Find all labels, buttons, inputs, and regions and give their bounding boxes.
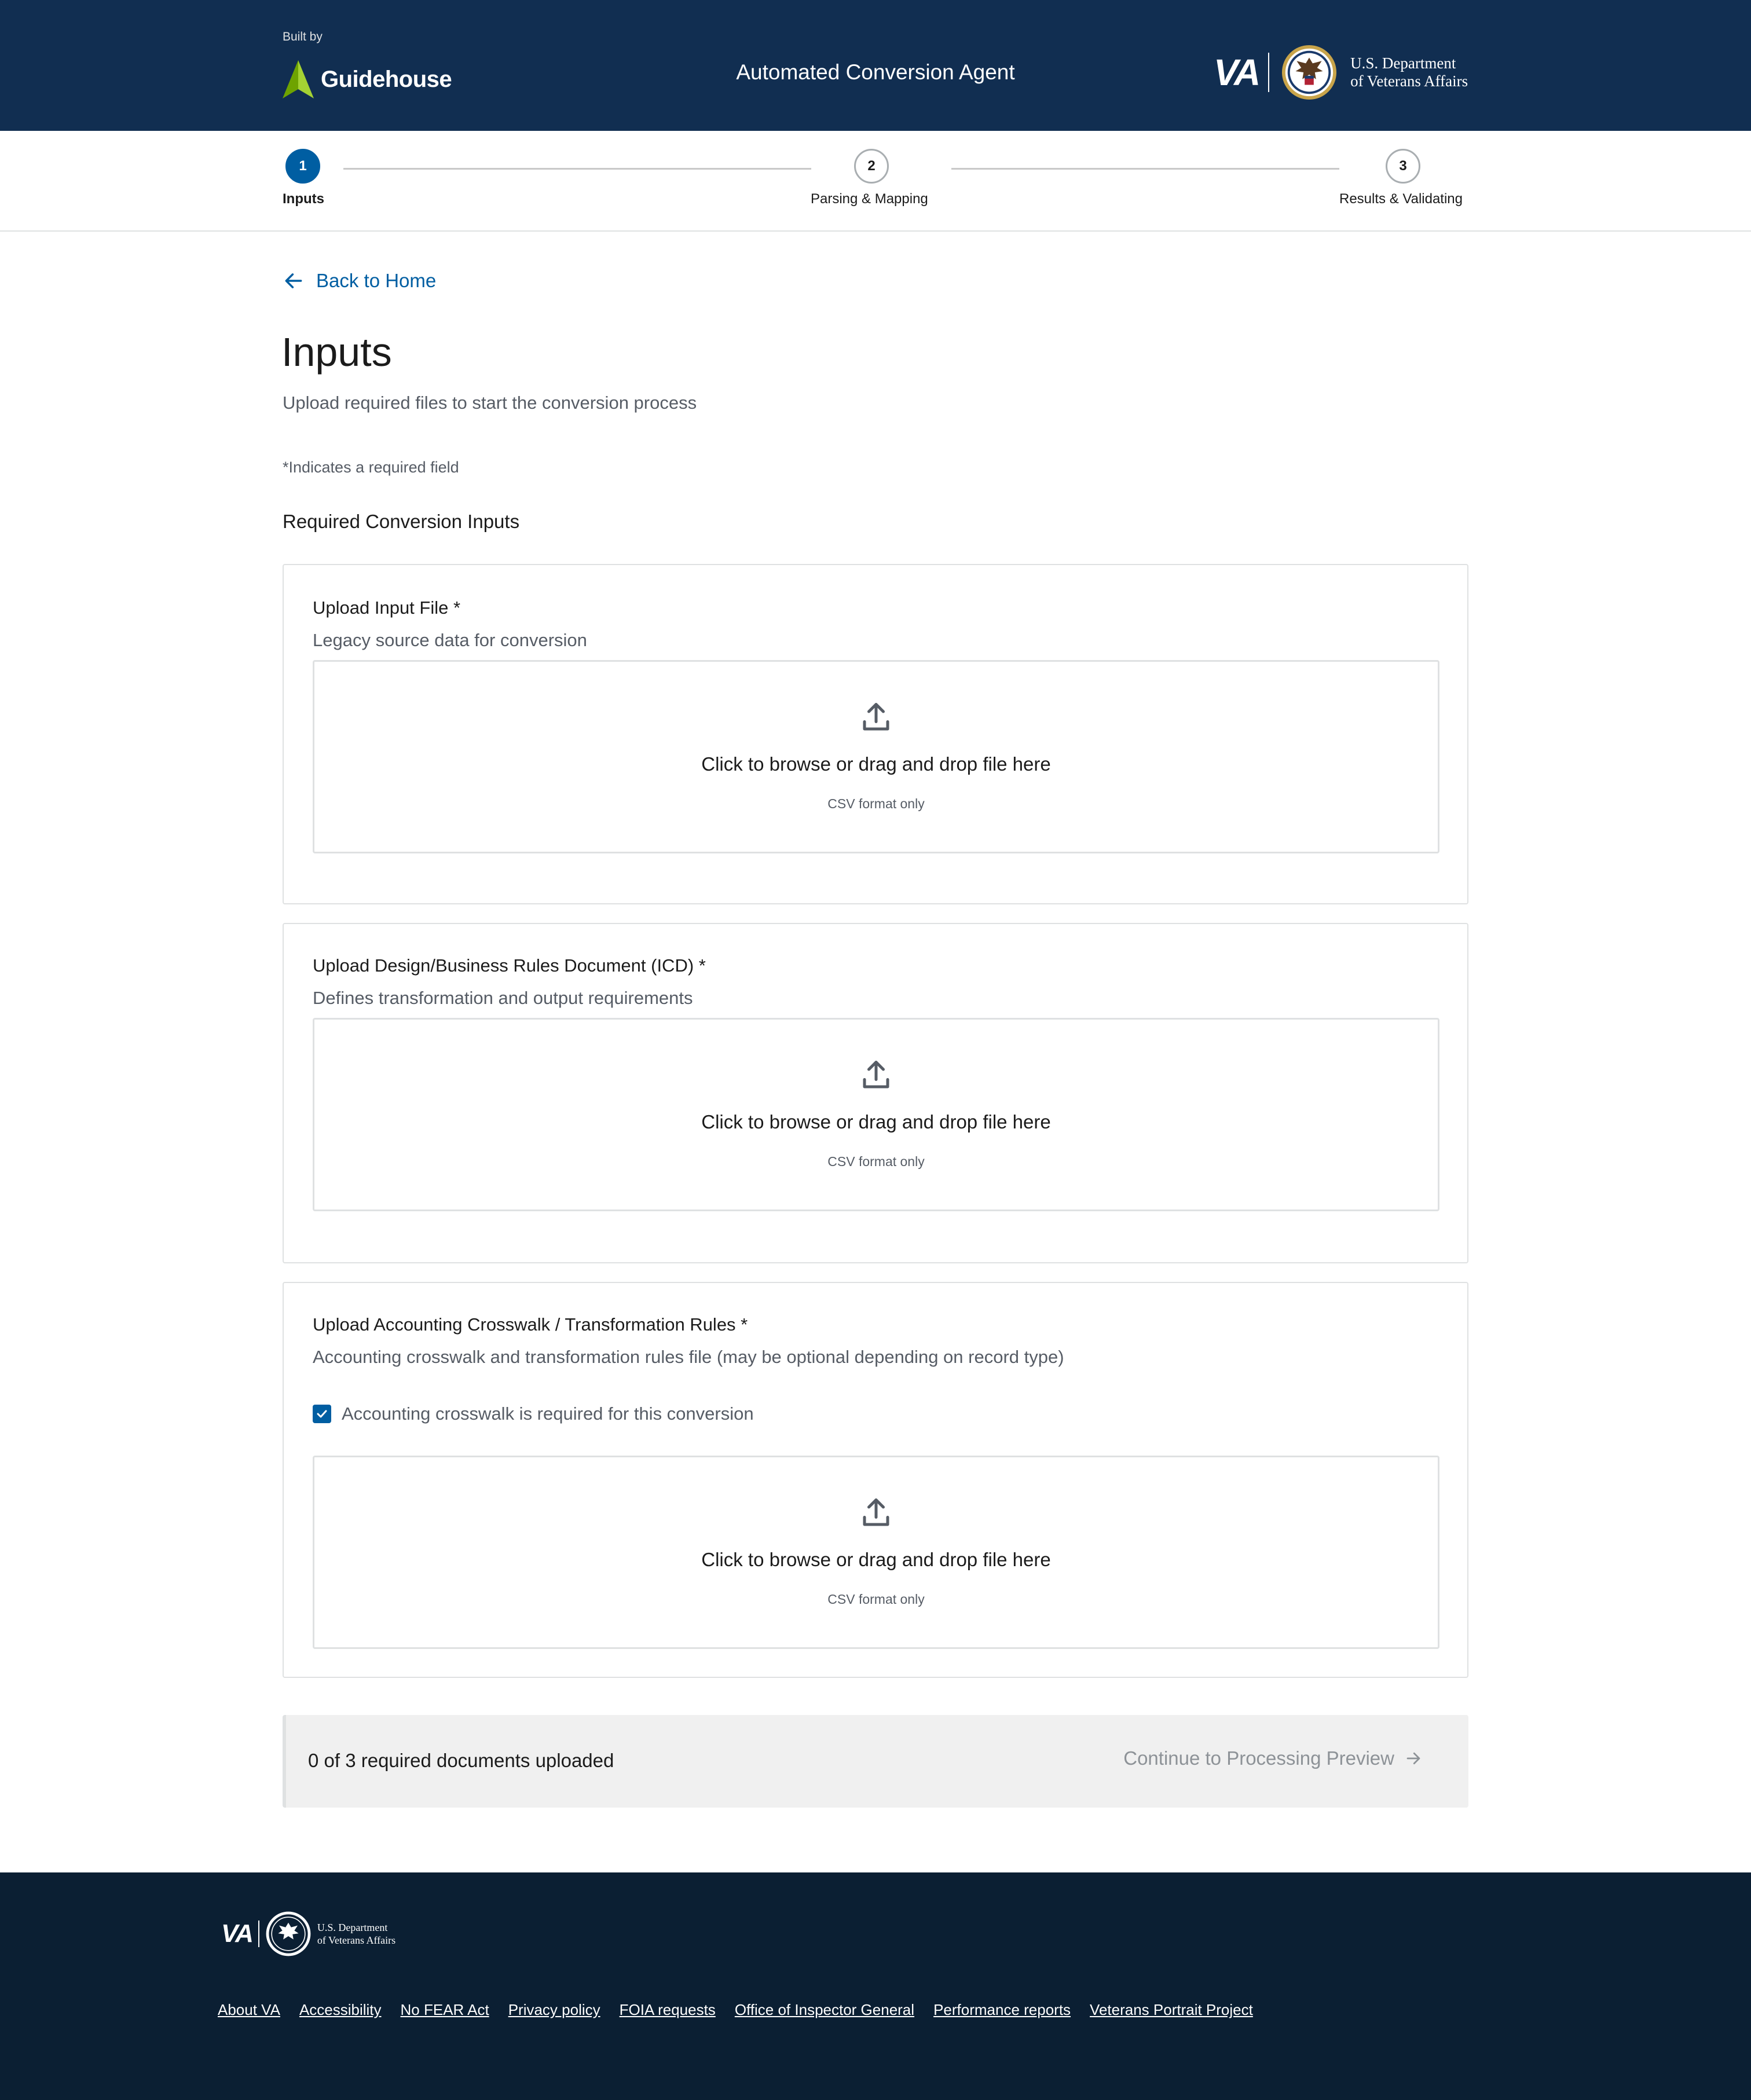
upload-icon (859, 1058, 893, 1093)
upload-card-description: Legacy source data for conversion (313, 630, 587, 650)
footer-link-foia-requests[interactable]: FOIA requests (619, 2001, 716, 2018)
step-1-label: Inputs (283, 191, 324, 207)
icd-dropzone[interactable] (313, 1018, 1439, 1211)
app-title: Automated Conversion Agent (736, 60, 1015, 84)
footer-link-performance-reports[interactable]: Performance reports (933, 2001, 1071, 2018)
step-2-label: Parsing & Mapping (811, 191, 928, 207)
step-1-indicator: 1 (285, 149, 320, 184)
footer-link-about-va[interactable]: About VA (218, 2001, 280, 2018)
site-footer (0, 1872, 1751, 2100)
footer-va-logo (221, 1911, 395, 1957)
checkmark-icon (315, 1407, 329, 1421)
va-dept-line1: U.S. Department (1350, 54, 1456, 72)
back-to-home-label: Back to Home (316, 270, 437, 291)
upload-card-title: Upload Input File * (313, 598, 461, 618)
step-connector (951, 168, 1339, 170)
step-3-label: Results & Validating (1339, 191, 1463, 207)
footer-va-wordmark: VA (221, 1919, 252, 1948)
va-wordmark: VA (1214, 52, 1259, 93)
crosswalk-required-checkbox-row[interactable] (313, 1403, 754, 1424)
page-subtitle: Upload required files to start the conversion process (283, 393, 697, 413)
dropzone-instruction: Click to browse or drag and drop file here (701, 753, 1051, 775)
footer-logo-divider (258, 1921, 259, 1947)
upload-card-description: Defines transformation and output requirements (313, 988, 693, 1008)
crosswalk-required-checkbox[interactable] (313, 1405, 331, 1423)
footer-link-veterans-portrait-project[interactable]: Veterans Portrait Project (1090, 2001, 1253, 2018)
arrow-right-icon (1405, 1750, 1422, 1767)
dropzone-instruction: Click to browse or drag and drop file here (701, 1111, 1051, 1133)
upload-icon (859, 1496, 893, 1530)
built-by-label: Built by (283, 30, 323, 43)
upload-card-crosswalk (283, 1282, 1468, 1678)
va-dept-line2: of Veterans Affairs (1350, 72, 1468, 90)
crosswalk-dropzone[interactable] (313, 1456, 1439, 1649)
upload-count-status: 0 of 3 required documents uploaded (308, 1750, 614, 1771)
va-seal-icon (265, 1911, 312, 1957)
dropzone-format-hint: CSV format only (827, 796, 925, 811)
arrow-left-icon (283, 270, 305, 292)
upload-card-description: Accounting crosswalk and transformation rules file (may be optional depending on record type) (313, 1347, 1064, 1367)
footer-link-no-fear-act[interactable]: No FEAR Act (400, 2001, 489, 2018)
va-seal-icon (1281, 44, 1338, 101)
back-to-home-link[interactable] (283, 270, 436, 292)
progress-stepper (0, 131, 1751, 232)
upload-card-icd (283, 923, 1468, 1263)
upload-card-title: Upload Design/Business Rules Document (ICD) * (313, 955, 706, 976)
footer-dept-line2: of Veterans Affairs (317, 1934, 396, 1946)
upload-card-input-file (283, 564, 1468, 904)
page-title: Inputs (281, 329, 392, 375)
required-field-note: *Indicates a required field (283, 459, 459, 476)
dropzone-instruction: Click to browse or drag and drop file here (701, 1549, 1051, 1570)
upload-status-bar (283, 1715, 1468, 1808)
site-header (0, 0, 1751, 131)
step-connector (343, 168, 811, 170)
input-file-dropzone[interactable] (313, 660, 1439, 853)
footer-link-accessibility[interactable]: Accessibility (299, 2001, 382, 2018)
va-logo (1214, 44, 1468, 101)
continue-button[interactable] (1123, 1747, 1422, 1769)
step-2-indicator: 2 (854, 149, 889, 184)
crosswalk-required-label: Accounting crosswalk is required for this conversion (342, 1403, 754, 1424)
upload-icon (859, 700, 893, 735)
footer-department-name (317, 1921, 395, 1947)
footer-link-privacy-policy[interactable]: Privacy policy (508, 2001, 600, 2018)
footer-links (218, 2001, 1272, 2019)
va-logo-divider (1268, 53, 1269, 92)
footer-link-inspector-general[interactable]: Office of Inspector General (734, 2001, 915, 2018)
continue-button-label: Continue to Processing Preview (1123, 1747, 1394, 1769)
dropzone-format-hint: CSV format only (827, 1592, 925, 1607)
va-department-name (1350, 54, 1468, 90)
guidehouse-wordmark: Guidehouse (321, 66, 452, 92)
footer-dept-line1: U.S. Department (317, 1922, 388, 1933)
upload-card-title: Upload Accounting Crosswalk / Transformation Rules * (313, 1314, 748, 1335)
dropzone-format-hint: CSV format only (827, 1154, 925, 1169)
section-heading: Required Conversion Inputs (283, 511, 520, 532)
step-3-indicator: 3 (1386, 149, 1420, 184)
